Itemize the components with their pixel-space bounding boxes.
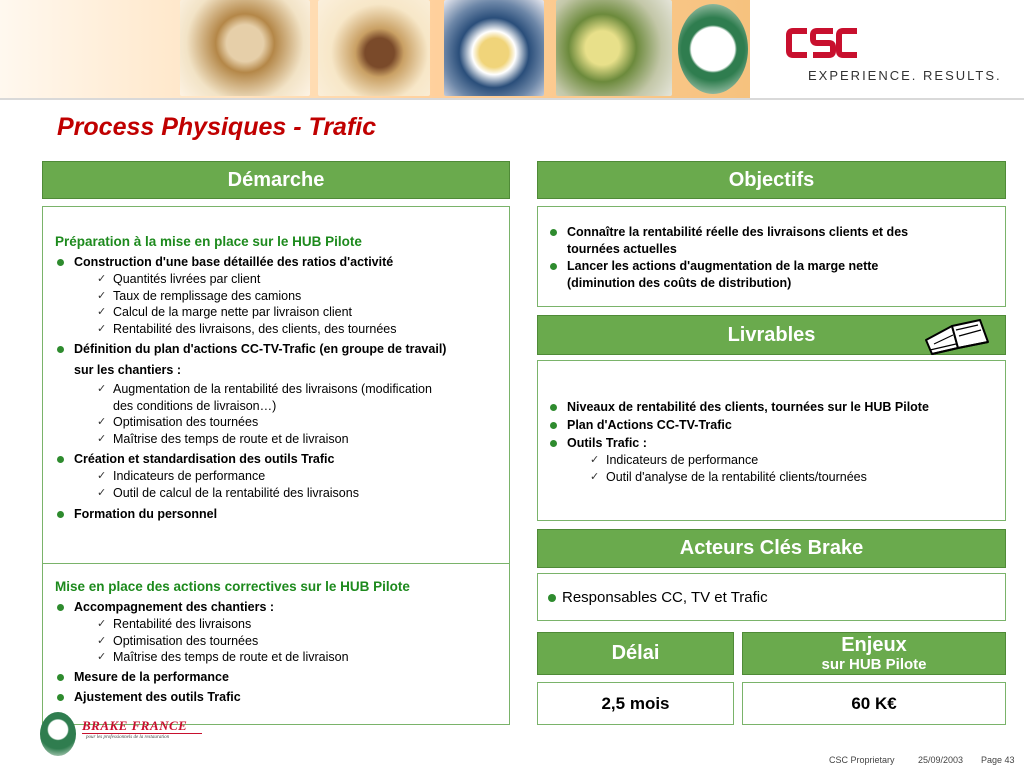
- sub-list-item: ✓ Taux de remplissage des camions: [97, 288, 302, 303]
- sub-list-item: ✓ Indicateurs de performance: [590, 453, 759, 467]
- list-item: Ajustement des outils Trafic: [55, 688, 505, 706]
- acteurs-header: [537, 529, 1006, 568]
- food-photo-1: [180, 0, 310, 96]
- sub-list-item: ✓ Outil de calcul de la rentabilité des livraisons: [97, 485, 359, 500]
- list-item: Mesure de la performance: [55, 668, 505, 686]
- enjeux-panel: [742, 682, 1006, 725]
- bullet-icon: [57, 694, 64, 701]
- check-icon: ✓: [590, 470, 600, 483]
- list-item: Plan d'Actions CC-TV-Trafic: [548, 416, 998, 434]
- enjeux-value: 60 K€: [851, 693, 897, 713]
- check-icon: ✓: [97, 470, 107, 482]
- demarche-panel-preparation: [42, 206, 510, 564]
- sub-list-item: ✓ Optimisation des tournées: [97, 633, 259, 648]
- section-title-mise-en-place: Mise en place des actions correctives sur le HUB Pilote: [55, 579, 410, 594]
- demarche-title: Démarche: [227, 168, 325, 191]
- objectifs-header: [537, 161, 1006, 199]
- sub-list-item: ✓ Calcul de la marge nette par livraison client: [97, 305, 353, 319]
- check-icon: ✓: [97, 618, 107, 630]
- list-item: Outils Trafic :: [548, 434, 998, 452]
- sub-list-item: ✓ Rentabilité des livraisons: [97, 617, 252, 631]
- bullet-icon: [550, 263, 557, 270]
- food-photo-3: [444, 0, 544, 96]
- sub-list-item: ✓ Quantités livrées par client: [97, 272, 261, 286]
- check-icon: ✓: [97, 416, 107, 428]
- enjeux-subtitle: sur HUB Pilote: [821, 656, 927, 673]
- delai-header: [537, 632, 734, 675]
- sub-list-item: ✓ Indicateurs de performance: [97, 469, 266, 483]
- check-icon: ✓: [590, 454, 600, 466]
- csc-logo: [785, 26, 861, 60]
- delai-value: 2,5 mois: [601, 693, 670, 713]
- livrables-panel: [537, 360, 1006, 521]
- bullet-icon: [548, 594, 556, 602]
- bullet-icon: [550, 440, 557, 447]
- bullet-icon: [57, 456, 64, 463]
- section-title-preparation: Préparation à la mise en place sur le HUB Pilote: [55, 234, 362, 249]
- bullet-icon: [550, 422, 557, 429]
- bullet-icon: [57, 604, 64, 611]
- enjeux-title: Enjeux: [841, 634, 907, 656]
- bullet-icon: [550, 404, 557, 411]
- check-icon: ✓: [97, 432, 107, 445]
- list-item: Définition du plan d'actions CC-TV-Trafic (en groupe de travail): [55, 339, 505, 360]
- objectifs-title: Objectifs: [728, 168, 815, 191]
- bullet-icon: [550, 229, 557, 236]
- footer-date: 25/09/2003: [918, 755, 964, 765]
- footer-proprietary: CSC Proprietary: [829, 755, 895, 765]
- check-icon: ✓: [97, 651, 107, 663]
- list-item: Responsables CC, TV et Trafic: [548, 589, 768, 606]
- sub-list-item: ✓ Rentabilité des livraisons, des clients, des tournées: [97, 321, 397, 336]
- bullet-icon: [57, 346, 64, 353]
- tagline: EXPERIENCE. RESULTS.: [808, 68, 1002, 83]
- check-icon: ✓: [97, 273, 107, 285]
- open-book-icon: [922, 316, 992, 356]
- page-title: Process Physiques - Trafic: [57, 113, 377, 141]
- header-divider: [0, 98, 1024, 100]
- delai-panel: [537, 682, 734, 725]
- list-item: Accompagnement des chantiers :: [55, 598, 505, 616]
- food-photo-2: [318, 0, 430, 96]
- bullet-icon: [57, 259, 64, 266]
- footer-page: Page 43: [981, 755, 1015, 765]
- list-item: Création et standardisation des outils Trafic: [55, 450, 505, 468]
- sub-list-item: ✓ Optimisation des tournées: [97, 415, 259, 429]
- list-item: Lancer les actions d'augmentation de la marge nette (diminution des coûts de distribution): [548, 258, 998, 292]
- enjeux-header: [742, 632, 1006, 675]
- check-icon: ✓: [97, 322, 107, 335]
- delai-title: Délai: [611, 642, 660, 664]
- check-icon: ✓: [97, 306, 107, 318]
- list-item: Niveaux de rentabilité des clients, tournées sur le HUB Pilote: [548, 398, 998, 416]
- chef-emblem: [678, 4, 748, 94]
- brake-france-logo: BRAKE FRANCE: [82, 718, 188, 733]
- list-item: Formation du personnel: [55, 505, 505, 523]
- check-icon: ✓: [97, 383, 107, 395]
- list-item: Connaître la rentabilité réelle des livraisons clients et des tournées actuelles: [548, 224, 998, 258]
- demarche-header: [42, 161, 510, 199]
- acteurs-panel: [537, 573, 1006, 621]
- brake-tagline: pour les professionnels de la restauration: [86, 735, 170, 740]
- check-icon: ✓: [97, 486, 107, 499]
- brake-logo-underline: [82, 733, 202, 734]
- sub-list-item: ✓ Augmentation de la rentabilité des livraisons (modification: [97, 382, 432, 396]
- check-icon: ✓: [97, 634, 107, 647]
- acteurs-title: Acteurs Clés Brake: [679, 537, 864, 559]
- objectifs-panel: [537, 206, 1006, 307]
- livrables-title: Livrables: [727, 323, 816, 346]
- sub-list-item: ✓ Maîtrise des temps de route et de livraison: [97, 431, 349, 446]
- check-icon: ✓: [97, 289, 107, 302]
- list-item-continuation: sur les chantiers :: [74, 363, 181, 377]
- bullet-icon: [57, 674, 64, 681]
- bullet-icon: [57, 511, 64, 518]
- brake-chef-logo: [40, 712, 76, 756]
- demarche-panel-mise-en-place: [42, 563, 510, 725]
- sub-list-item: ✓ Outil d'analyse de la rentabilité clients/tournées: [590, 469, 867, 484]
- sub-list-item: ✓ Maîtrise des temps de route et de livraison: [97, 650, 349, 664]
- food-photo-4: [556, 0, 672, 96]
- list-item: Construction d'une base détaillée des ratios d'activité: [55, 253, 505, 271]
- sub-list-item-continuation: des conditions de livraison…): [113, 398, 277, 413]
